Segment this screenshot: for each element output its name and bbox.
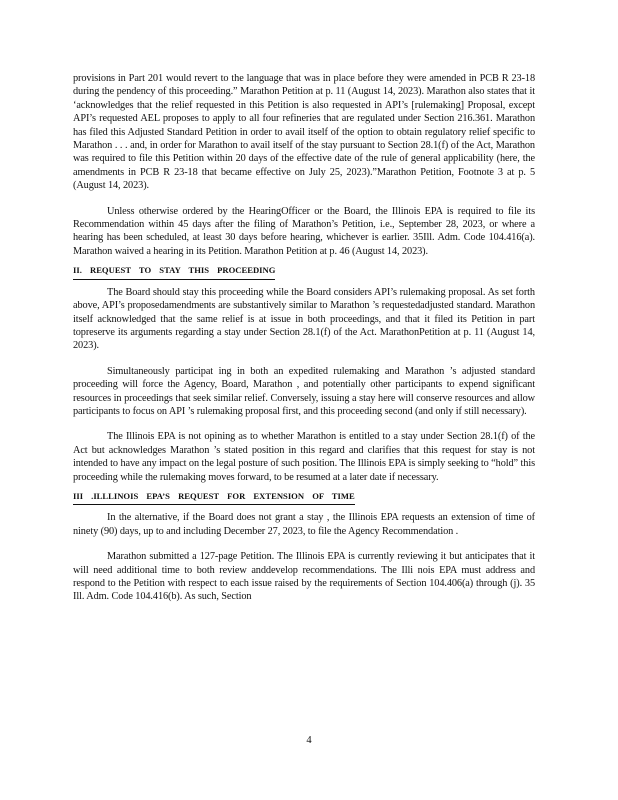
page-number: 4 bbox=[306, 735, 312, 746]
paragraph-simultaneous-participation: Simultaneously participat ing in both an expedited rulemaking and Marathon ’s adjusted standard proceeding will force the Agency, Board, Marathon , and potentially other participants to expend significant resources in proceedings that seek similar relief. Conversely, issuing a stay here will conserve resources and allow participants to focus on API ’s rulemaking proposal first, and this proceeding second (and only if still necessary). bbox=[73, 365, 535, 417]
paragraph-recommendation-deadline: Unless otherwise ordered by the HearingOfficer or the Board, the Illinois EPA is required to file its Recommendation within 45 days after the filing of Marathon’s Petition, i.e., September 28, 2023, or where a hearing has been scheduled, at least 30 days before hearing, whichever is earlier. 35Ill. Adm. Code 104.416(a). Marathon waived a hearing in its Petition. Marathon Petition at p. 46 (August 14, 2023). bbox=[73, 205, 535, 257]
paragraph-alternative-extension: In the alternative, if the Board does not grant a stay , the Illinois EPA requests an extension of time of ninety (90) days, up to and including December 27, 2023, to file the Agency Recommendation . bbox=[73, 512, 535, 537]
paragraph-marathon-petition-quote: provisions in Part 201 would revert to the language that was in place before they were amended in PCB R 23-18 during the pendency of this proceeding.” Marathon Petition at p. 11 (August 14, 2023). Marathon also states that it ‘acknowledges that the relief requested in this Petition is also requested in API’s [rulemaking] Proposal, except API’s requested AEL proposes to apply to all four refineries that are regulated under Section 216.361. Marathon has filed this Adjusted Standard Petition in order to avail itself of the option to obtain regulatory relief specific to Marathon . . . and, in order for Marathon to avail itself of the stay pursuant to Section 28.1(f) of the Act, Marathon was required to file this Petition within 20 days of the effective date of the rule of general applicability (here, the amendments in PCB R 23-18 that became effective on July 25, 2023).”Marathon Petition, Footnote 3 at p. 5 (August 14, 2023). bbox=[73, 73, 535, 192]
paragraph-not-opining: The Illinois EPA is not opining as to whether Marathon is entitled to a stay under Section 28.1(f) of the Act but acknowledges Marathon ’s stated position in this regard and clarifies that this request for stay is not intended to have any impact on the legal posture of such position. The Illinois EPA is simply seeking to “hold” this proceeding while the rulemaking moves forward, to be resumed at a later date if necessary. bbox=[73, 431, 535, 483]
paragraph-petition-review: Marathon submitted a 127-page Petition. The Illinois EPA is currently reviewing it but anticipates that it will need additional time to both review anddevelop recommendations. The Illi nois EPA must address and respond to the Petition with respect to each issue raised by the requirements of Section 104.406(a) through (j). 35 Ill. Adm. Code 104.416(b). As such, Section bbox=[73, 551, 535, 603]
paragraph-board-should-stay: The Board should stay this proceeding while the Board considers API’s rulemaking proposal. As set forth above, API’s proposedamendments are substantively similar to Marathon ’s requestedadjusted standard. Marathon itself acknowledged that the same relief is at issue in both proceedings, and that it filed its Petition in part topreserve its arguments regarding a stay under Section 28.1(f) of the Act. MarathonPetition at p. 11 (August 14, 2023). bbox=[73, 286, 535, 352]
section-heading-request-to-stay: II. REQUEST TO STAY THIS PROCEEDING bbox=[73, 264, 275, 279]
section-heading-extension-of-time: III .ILLLINOIS EPA’S REQUEST FOR EXTENSION OF TIME bbox=[73, 490, 355, 505]
document-page bbox=[73, 72, 535, 604]
